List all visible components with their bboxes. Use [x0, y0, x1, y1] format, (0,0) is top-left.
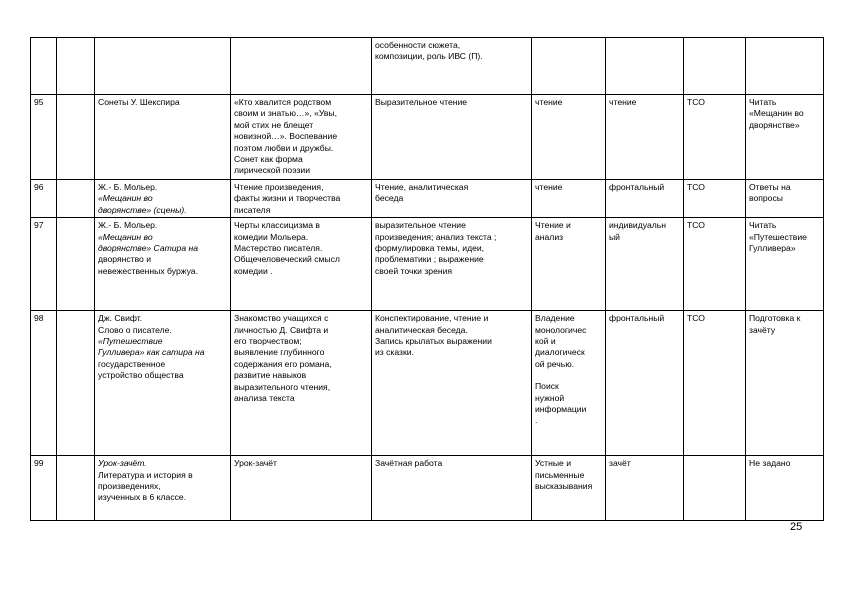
skills-cell: [532, 180, 606, 218]
cell-line: анализа текста: [234, 393, 295, 404]
table-row: [31, 95, 824, 180]
cell-line: изученных в 6 классе.: [98, 492, 187, 503]
cell-line: произведения; анализ текста ;: [375, 231, 497, 242]
cell-line: зачёт: [609, 458, 631, 469]
activity-cell: [372, 456, 532, 521]
cell-line: своим и знатью…», «Увы,: [234, 108, 337, 119]
homework-cell: [746, 311, 824, 456]
cell-line: содержания его романа,: [234, 358, 332, 369]
cell-line: «Мещанин во: [98, 231, 153, 242]
cell-line: формулировка темы, идеи,: [375, 243, 485, 254]
cell-line: Сонеты У. Шекспира: [98, 97, 180, 107]
table-row: [31, 311, 824, 456]
activity-cell: [372, 95, 532, 180]
cell-line: Выразительное чтение: [375, 97, 468, 107]
cell-line: Чтение и: [535, 220, 571, 231]
cell-line: .: [535, 415, 538, 426]
topic-cell: [95, 456, 231, 521]
cell-line: дворянстве» (сцены).: [98, 204, 187, 215]
cell-line: Урок-зачёт.: [98, 458, 147, 469]
cell-line: аналитическая беседа.: [375, 324, 468, 335]
cell-line: Слово о писателе.: [98, 324, 172, 335]
lesson-number-cell: 97: [31, 218, 57, 311]
content-cell: [231, 456, 372, 521]
cell-line: Поиск: [535, 381, 559, 392]
form-cell: [606, 311, 684, 456]
lesson-number-cell: [31, 38, 57, 95]
content-cell: [231, 38, 372, 95]
cell-line: фронтальный: [609, 313, 665, 324]
lesson-number-cell: 98: [31, 311, 57, 456]
topic-cell: [95, 311, 231, 456]
homework-cell: [746, 456, 824, 521]
content-cell: [231, 218, 372, 311]
cell-line: проблематики ; выражение: [375, 254, 484, 265]
cell-line: Ответы на: [749, 182, 791, 192]
cell-line: индивидуальн: [609, 220, 666, 231]
cell-line: Гулливера» как сатира на: [98, 347, 205, 358]
empty-cell: [57, 456, 95, 521]
cell-line: произведениях,: [98, 481, 161, 492]
cell-line: ой речью.: [535, 358, 575, 369]
cell-line: фронтальный: [609, 182, 665, 192]
topic-cell: [95, 218, 231, 311]
empty-cell: [57, 311, 95, 456]
empty-cell: [57, 38, 95, 95]
cell-line: информации: [535, 404, 587, 415]
cell-line: Ж.- Б. Мольер.: [98, 220, 158, 231]
cell-line: нужной: [535, 392, 565, 403]
form-cell: [606, 218, 684, 311]
tso-cell: ТСО: [684, 180, 746, 218]
cell-line: [535, 370, 602, 381]
page-number: 25: [790, 521, 803, 533]
cell-line: его творчеством;: [234, 336, 302, 347]
cell-line: чтение: [535, 182, 563, 192]
cell-line: чтение: [535, 97, 563, 107]
form-cell: [606, 95, 684, 180]
activity-cell: [372, 38, 532, 95]
cell-line: выразительного чтения,: [234, 381, 331, 392]
cell-line: Ж.- Б. Мольер.: [98, 182, 158, 192]
cell-line: мой стих не блещет: [234, 119, 314, 130]
cell-line: «Мещанин во: [749, 108, 804, 119]
lesson-number-cell: 99: [31, 456, 57, 521]
table-row: [31, 38, 824, 95]
cell-line: Чтение, аналитическая: [375, 182, 469, 192]
cell-line: выразительное чтение: [375, 220, 466, 231]
activity-cell: [372, 180, 532, 218]
cell-line: Подготовка к: [749, 313, 801, 324]
form-cell: [606, 180, 684, 218]
lesson-number-cell: 95: [31, 95, 57, 180]
cell-line: устройство общества: [98, 370, 184, 381]
cell-line: Зачётная работа: [375, 458, 443, 469]
cell-line: Дж. Свифт.: [98, 313, 143, 324]
cell-line: дворянство и: [98, 254, 152, 265]
topic-cell: [95, 95, 231, 180]
cell-line: Владение: [535, 313, 575, 324]
cell-line: дворянстве» Сатира на: [98, 243, 199, 254]
cell-line: факты жизни и творчества: [234, 193, 341, 204]
content-cell: [231, 311, 372, 456]
skills-cell: [532, 218, 606, 311]
cell-line: дворянстве»: [749, 119, 800, 130]
cell-line: писателя: [234, 204, 271, 215]
content-cell: [231, 180, 372, 218]
cell-line: государственное: [98, 358, 166, 369]
cell-line: своей точки зрения: [375, 265, 453, 276]
cell-line: лирической поэзии: [234, 165, 311, 176]
activity-cell: [372, 218, 532, 311]
cell-line: Устные и: [535, 458, 572, 469]
cell-line: Не задано: [749, 458, 791, 469]
cell-line: Урок-зачёт: [234, 458, 277, 469]
cell-line: Читать: [749, 220, 777, 231]
cell-line: «Мещанин во: [98, 193, 153, 204]
cell-line: «Путешествие: [98, 336, 163, 347]
tso-cell: [684, 38, 746, 95]
cell-line: письменные: [535, 469, 585, 480]
cell-line: личностью Д. Свифта и: [234, 324, 329, 335]
cell-line: новизной…». Воспевание: [234, 131, 338, 142]
content-cell: [231, 95, 372, 180]
cell-line: комедии .: [234, 265, 273, 276]
empty-cell: [57, 95, 95, 180]
cell-line: Знакомство учащихся с: [234, 313, 329, 324]
cell-line: диалогическ: [535, 347, 585, 358]
cell-line: вопросы: [749, 193, 783, 204]
skills-cell: [532, 311, 606, 456]
skills-cell: [532, 456, 606, 521]
cell-line: Общечеловеческий смысл: [234, 254, 340, 265]
cell-line: композиции, роль ИВС (П).: [375, 51, 483, 62]
empty-cell: [57, 218, 95, 311]
tso-cell: [684, 456, 746, 521]
cell-line: высказывания: [535, 481, 593, 492]
tso-cell: ТСО: [684, 218, 746, 311]
lesson-number-cell: 96: [31, 180, 57, 218]
lesson-plan-table: [30, 37, 824, 521]
empty-cell: [57, 180, 95, 218]
cell-line: Литература и история в: [98, 469, 193, 480]
cell-line: Читать: [749, 97, 777, 107]
cell-line: особенности сюжета,: [375, 40, 461, 50]
homework-cell: [746, 38, 824, 95]
cell-line: Сонет как форма: [234, 154, 303, 165]
homework-cell: [746, 95, 824, 180]
homework-cell: [746, 218, 824, 311]
skills-cell: [532, 38, 606, 95]
cell-line: Конспектирование, чтение и: [375, 313, 489, 324]
skills-cell: [532, 95, 606, 180]
cell-line: «Путешествие: [749, 231, 807, 242]
cell-line: зачёту: [749, 324, 776, 335]
tso-cell: ТСО: [684, 311, 746, 456]
cell-line: развитие навыков: [234, 370, 307, 381]
cell-line: невежественных буржуа.: [98, 265, 198, 276]
table-row: [31, 180, 824, 218]
form-cell: [606, 38, 684, 95]
cell-line: монологичес: [535, 324, 587, 335]
cell-line: чтение: [609, 97, 637, 107]
cell-line: Запись крылатых выражении: [375, 336, 492, 347]
cell-line: «Кто хвалится родством: [234, 97, 332, 107]
cell-line: поэтом любви и дружбы.: [234, 142, 334, 153]
cell-line: Мастерство писателя.: [234, 243, 323, 254]
homework-cell: [746, 180, 824, 218]
cell-line: беседа: [375, 193, 404, 204]
cell-line: Черты классицизма в: [234, 220, 320, 231]
cell-line: из сказки.: [375, 347, 414, 358]
table-row: [31, 456, 824, 521]
tso-cell: ТСО: [684, 95, 746, 180]
cell-line: выявление глубинного: [234, 347, 325, 358]
topic-cell: [95, 38, 231, 95]
cell-line: ый: [609, 231, 620, 242]
cell-line: кой и: [535, 336, 556, 347]
activity-cell: [372, 311, 532, 456]
cell-line: Гулливера»: [749, 243, 796, 254]
topic-cell: [95, 180, 231, 218]
cell-line: комедии Мольера.: [234, 231, 309, 242]
form-cell: [606, 456, 684, 521]
table-row: [31, 218, 824, 311]
cell-line: анализ: [535, 231, 564, 242]
cell-line: Чтение произведения,: [234, 182, 324, 192]
